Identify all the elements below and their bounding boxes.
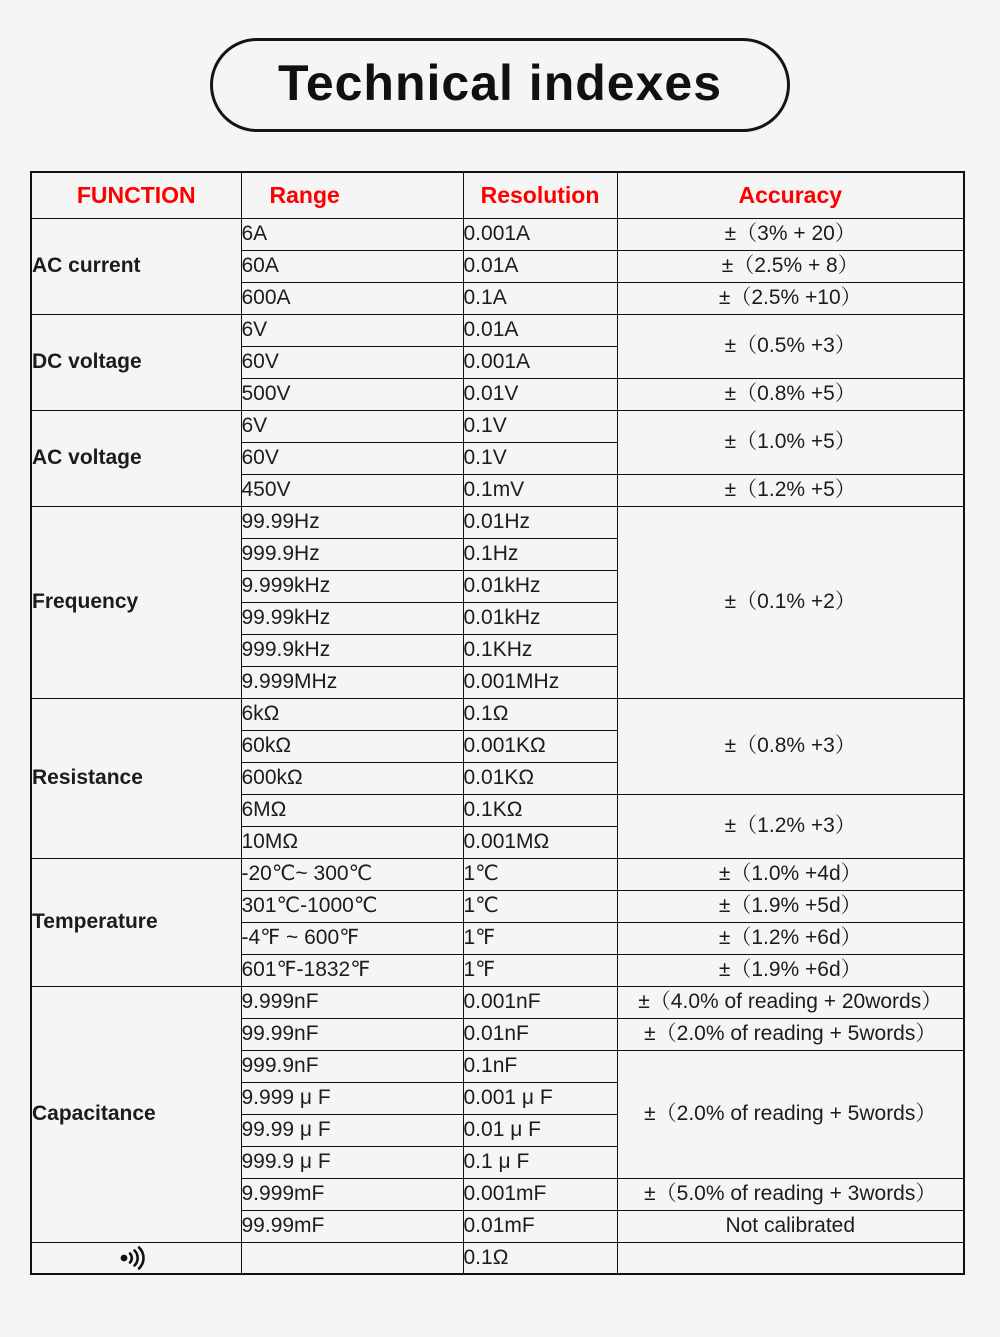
cell-range: 301℃-1000℃	[241, 890, 463, 922]
cell-function: DC voltage	[31, 314, 241, 410]
cell-resolution: 0.1KHz	[463, 634, 617, 666]
cell-function: AC voltage	[31, 410, 241, 506]
cell-accuracy: ±（2.5% +10）	[617, 282, 964, 314]
cell-accuracy: Not calibrated	[617, 1210, 964, 1242]
cell-accuracy: ±（0.5% +3）	[617, 314, 964, 378]
cell-resolution: 0.1KΩ	[463, 794, 617, 826]
cell-resolution: 0.1Hz	[463, 538, 617, 570]
header-row	[31, 172, 964, 218]
cell-resolution: 1℃	[463, 890, 617, 922]
technical-spec-table	[30, 171, 965, 1275]
cell-range: 99.99 μ F	[241, 1114, 463, 1146]
cell-accuracy	[617, 1242, 964, 1274]
table-header	[31, 172, 964, 218]
cell-accuracy: ±（1.2% +5）	[617, 474, 964, 506]
table-row	[31, 410, 964, 442]
table-row	[31, 858, 964, 890]
cell-range	[241, 1242, 463, 1274]
cell-resolution: 0.01kHz	[463, 602, 617, 634]
table-row	[31, 506, 964, 538]
cell-range: 10MΩ	[241, 826, 463, 858]
col-header-range: Range	[241, 172, 463, 218]
page-title: Technical indexes	[210, 38, 790, 132]
cell-range: 9.999MHz	[241, 666, 463, 698]
cell-resolution: 1℉	[463, 922, 617, 954]
cell-range: 999.9kHz	[241, 634, 463, 666]
cell-accuracy: ±（0.8% +5）	[617, 378, 964, 410]
cell-resolution: 0.1nF	[463, 1050, 617, 1082]
cell-range: 6V	[241, 410, 463, 442]
cell-resolution: 0.1mV	[463, 474, 617, 506]
cell-range: 601℉-1832℉	[241, 954, 463, 986]
cell-accuracy: ±（3% + 20）	[617, 218, 964, 250]
cell-function: Resistance	[31, 698, 241, 858]
cell-resolution: 0.001 μ F	[463, 1082, 617, 1114]
cell-range: 999.9nF	[241, 1050, 463, 1082]
continuity-beeper-icon	[118, 1245, 154, 1271]
cell-accuracy: ±（4.0% of reading + 20words）	[617, 986, 964, 1018]
cell-resolution: 0.01A	[463, 314, 617, 346]
cell-range: 99.99nF	[241, 1018, 463, 1050]
cell-range: -20℃~ 300℃	[241, 858, 463, 890]
table-row	[31, 314, 964, 346]
cell-resolution: 0.001A	[463, 218, 617, 250]
col-header-accuracy: Accuracy	[617, 172, 964, 218]
cell-accuracy: ±（5.0% of reading + 3words）	[617, 1178, 964, 1210]
cell-resolution: 0.001mF	[463, 1178, 617, 1210]
cell-range: 9.999kHz	[241, 570, 463, 602]
cell-resolution: 0.01kHz	[463, 570, 617, 602]
table-row	[31, 1242, 964, 1274]
cell-accuracy: ±（2.0% of reading + 5words）	[617, 1018, 964, 1050]
cell-accuracy: ±（0.1% +2）	[617, 506, 964, 698]
table-row	[31, 218, 964, 250]
cell-range: 600A	[241, 282, 463, 314]
cell-range: 450V	[241, 474, 463, 506]
cell-range: 60kΩ	[241, 730, 463, 762]
cell-range: 6MΩ	[241, 794, 463, 826]
cell-range: 999.9 μ F	[241, 1146, 463, 1178]
cell-resolution: 0.001MΩ	[463, 826, 617, 858]
cell-range: 9.999nF	[241, 986, 463, 1018]
cell-range: 9.999 μ F	[241, 1082, 463, 1114]
cell-accuracy: ±（1.0% +5）	[617, 410, 964, 474]
cell-range: 6A	[241, 218, 463, 250]
col-header-function: FUNCTION	[31, 172, 241, 218]
cell-function: AC current	[31, 218, 241, 314]
cell-range: 6kΩ	[241, 698, 463, 730]
cell-resolution: 0.01Hz	[463, 506, 617, 538]
cell-accuracy: ±（1.9% +6d）	[617, 954, 964, 986]
table-row	[31, 986, 964, 1018]
cell-resolution: 0.001A	[463, 346, 617, 378]
cell-resolution: 0.1Ω	[463, 1242, 617, 1274]
cell-accuracy: ±（1.0% +4d）	[617, 858, 964, 890]
col-header-resolution: Resolution	[463, 172, 617, 218]
cell-function: Frequency	[31, 506, 241, 698]
cell-range: 999.9Hz	[241, 538, 463, 570]
cell-range: 99.99Hz	[241, 506, 463, 538]
cell-range: 600kΩ	[241, 762, 463, 794]
cell-range: 60V	[241, 442, 463, 474]
cell-resolution: 0.01A	[463, 250, 617, 282]
cell-resolution: 0.1 μ F	[463, 1146, 617, 1178]
cell-resolution: 0.01 μ F	[463, 1114, 617, 1146]
cell-range: -4℉ ~ 600℉	[241, 922, 463, 954]
cell-resolution: 1℃	[463, 858, 617, 890]
cell-accuracy: ±（1.2% +3）	[617, 794, 964, 858]
cell-resolution: 0.1Ω	[463, 698, 617, 730]
cell-range: 9.999mF	[241, 1178, 463, 1210]
table-row	[31, 698, 964, 730]
cell-accuracy: ±（1.2% +6d）	[617, 922, 964, 954]
cell-accuracy: ±（2.5% + 8）	[617, 250, 964, 282]
cell-resolution: 0.01V	[463, 378, 617, 410]
cell-function: Temperature	[31, 858, 241, 986]
cell-resolution: 0.01KΩ	[463, 762, 617, 794]
cell-accuracy: ±（1.9% +5d）	[617, 890, 964, 922]
cell-resolution: 0.01mF	[463, 1210, 617, 1242]
cell-range: 99.99mF	[241, 1210, 463, 1242]
cell-resolution: 0.1A	[463, 282, 617, 314]
continuity-icon-cell	[31, 1242, 241, 1274]
cell-function: Capacitance	[31, 986, 241, 1242]
cell-accuracy: ±（2.0% of reading + 5words）	[617, 1050, 964, 1178]
cell-range: 60A	[241, 250, 463, 282]
cell-resolution: 0.001nF	[463, 986, 617, 1018]
cell-range: 60V	[241, 346, 463, 378]
cell-resolution: 0.001KΩ	[463, 730, 617, 762]
cell-range: 500V	[241, 378, 463, 410]
cell-resolution: 0.001MHz	[463, 666, 617, 698]
cell-range: 6V	[241, 314, 463, 346]
cell-range: 99.99kHz	[241, 602, 463, 634]
cell-resolution: 0.1V	[463, 410, 617, 442]
cell-accuracy: ±（0.8% +3）	[617, 698, 964, 794]
cell-resolution: 1℉	[463, 954, 617, 986]
spec-table-body	[31, 218, 964, 1274]
cell-resolution: 0.01nF	[463, 1018, 617, 1050]
cell-resolution: 0.1V	[463, 442, 617, 474]
